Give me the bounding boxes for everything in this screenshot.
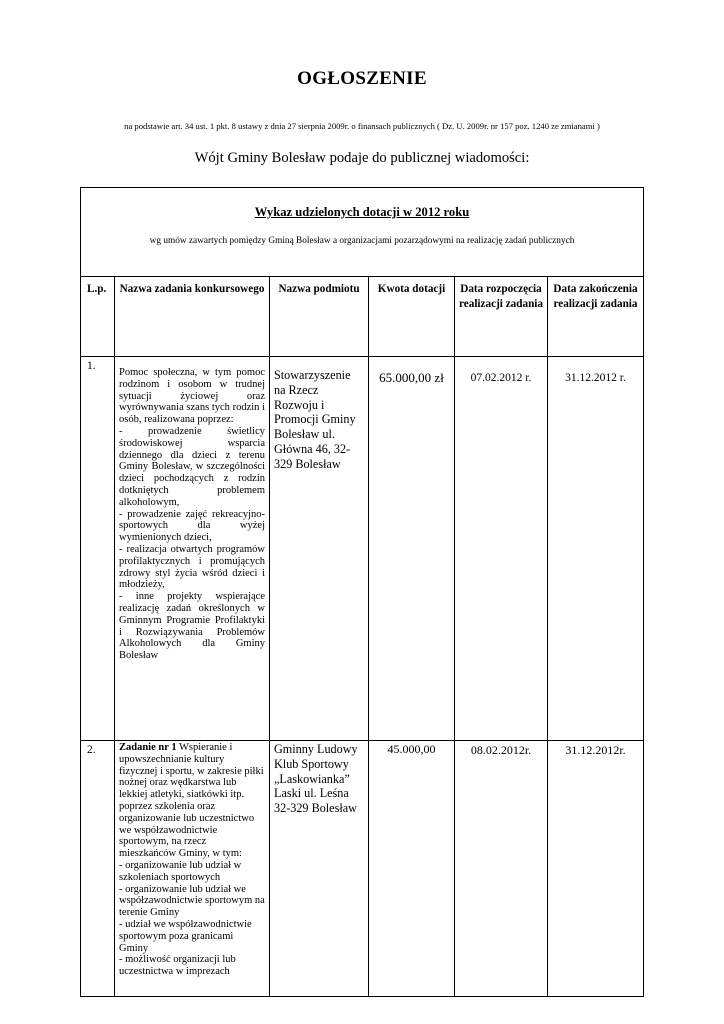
announcement-text: Wójt Gminy Bolesław podaje do publicznej wiadomości: <box>194 150 530 166</box>
grants-table <box>80 187 644 997</box>
task-line: - możliwość organizacji lub uczestnictwa w imprezach <box>119 954 236 978</box>
task-line: - realizacja otwartych programów profilaktycznych i promujących zdrowy styl życia wśród dzieci i młodzieży, <box>119 543 265 591</box>
table-row <box>81 741 644 997</box>
task-line: - udział we współzawodnictwie sportowym poza granicami Gminy <box>119 918 252 954</box>
task-line: - organizowanie lub udział we współzawodnictwie sportowym na terenie Gminy <box>119 883 265 919</box>
row-end-date: 31.12.2012r. <box>548 741 644 997</box>
header-lp: L.p. <box>81 277 115 357</box>
table-subtitle: wg umów zawartych pomiędzy Gminą Bolesław a organizacjami pozarządowymi na realizację zadań publicznych <box>149 236 575 246</box>
row-end-date: 31.12.2012 r. <box>548 357 644 741</box>
row-entity: Gminny Ludowy Klub Sportowy „Laskowianka” Laski ul. Leśna 32-329 Bolesław <box>270 741 369 997</box>
legal-basis: na podstawie art. 34 ust. 1 pkt. 8 ustawy z dnia 27 sierpnia 2009r. o finansach publicznych ( Dz. U. 2009r. nr 157 poz. 1240 ze zmianami ) <box>124 121 600 131</box>
task-line: - prowadzenie świetlicy środowiskowej wsparcia dziennego dla dzieci z terenu Gminy Bolesław, w szczególności dzieci pochodzących z rodzin dotkniętych problemem alkoholowym, <box>119 425 265 508</box>
task-text: Wspieranie i upowszechnianie kultury fizycznej i sportu, w zakresie piłki nożnej oraz wędkarstwa lub lekkiej atletyki, siatkówki itp. poprzez szkolenia oraz organizowanie lub uczestnictwo we współzawodnictwie sportowym, na rzecz mieszkańców Gminy, w tym: <box>119 742 264 860</box>
table-row <box>81 357 644 741</box>
document-title: OGŁOSZENIE <box>297 68 427 89</box>
row-entity: Stowarzyszenie na Rzecz Rozwoju i Promocji Gminy Bolesław ul. Główna 46, 32- 329 Bolesław <box>270 357 369 741</box>
task-line <box>119 742 265 860</box>
row-task <box>115 741 270 997</box>
table-header-block <box>81 188 644 277</box>
row-amount: 65.000,00 zł <box>369 357 455 741</box>
row-start-date: 08.02.2012r. <box>455 741 548 997</box>
header-amount: Kwota dotacji <box>369 277 455 357</box>
row-lp: 2. <box>81 741 115 997</box>
row-start-date: 07.02.2012 r. <box>455 357 548 741</box>
header-entity: Nazwa podmiotu <box>270 277 369 357</box>
row-task <box>115 357 270 741</box>
task-line: - inne projekty wspierające realizację zadań określonych w Gminnym Programie Profilaktyki i Rozwiązywania Problemów Alkoholowych dla Gminy Bolesław <box>119 591 265 662</box>
task-line: Pomoc społeczna, w tym pomoc rodzinom i osobom w trudnej sytuacji życiowej oraz wyrównywania szans tych rodzin i osób, realizowana poprzez: <box>119 367 265 426</box>
row-amount: 45.000,00 <box>369 741 455 997</box>
table-title: Wykaz udzielonych dotacji w 2012 roku <box>254 205 470 219</box>
header-end-date: Data zakończenia realizacji zadania <box>548 277 644 357</box>
task-line: - prowadzenie zajęć rekreacyjno- sportowych dla wyżej wymienionych dzieci, <box>119 508 265 544</box>
task-line: - organizowanie lub udział w szkoleniach sportowych <box>119 859 242 883</box>
column-headers <box>81 277 644 357</box>
header-start-date: Data rozpoczęcia realizacji zadania <box>455 277 548 357</box>
task-prefix: Zadanie nr 1 <box>119 742 177 753</box>
header-task: Nazwa zadania konkursowego <box>115 277 270 357</box>
row-lp: 1. <box>81 357 115 741</box>
